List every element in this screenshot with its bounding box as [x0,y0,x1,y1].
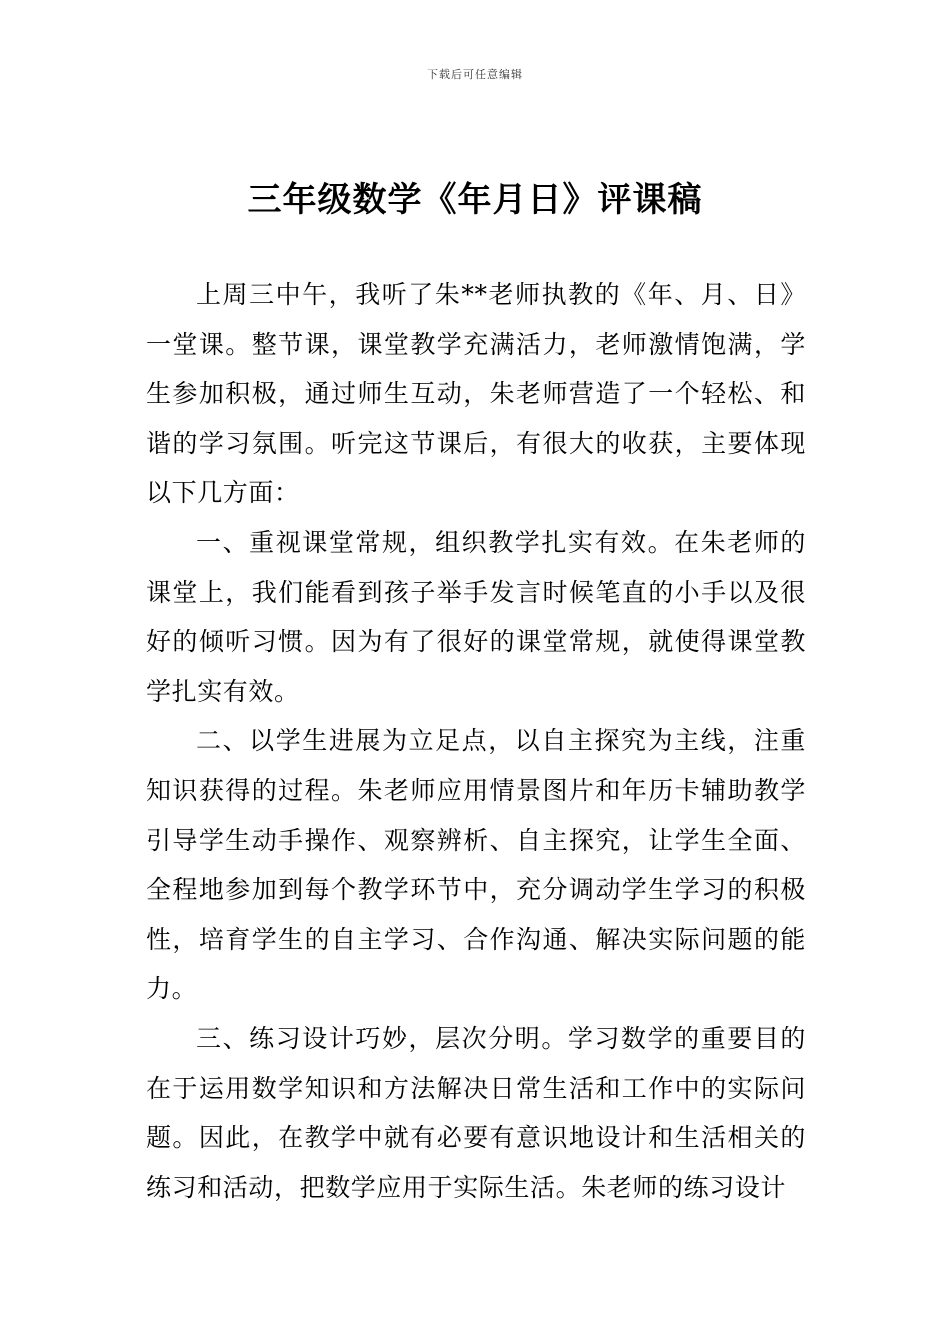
paragraph-point-2: 二、以学生进展为立足点，以自主探究为主线，注重知识获得的过程。朱老师应用情景图片和年历卡辅助教学引导学生动手操作、观察辨析、自主探究，让学生全面、全程地参加到每个教学环节中，充分调动学生学习的积极性，培育学生的自主学习、合作沟通、解决实际问题的能力。 [146,726,806,1004]
paragraph-point-3: 三、练习设计巧妙，层次分明。学习数学的重要目的在于运用数学知识和方法解决日常生活和工作中的实际问题。因此，在教学中就有必要有意识地设计和生活相关的练习和活动，把数学应用于实际生活。朱老师的练习设计 [146,1023,806,1202]
document-body [146,270,806,1212]
paragraph-intro: 上周三中午，我听了朱**老师执教的《年、月、日》一堂课。整节课，课堂教学充满活力，老师激情饱满，学生参加积极，通过师生互动，朱老师营造了一个轻松、和谐的学习氛围。听完这节课后，有很大的收获，主要体现以下几方面： [146,280,806,508]
header-note: 下载后可任意编辑 [427,68,523,81]
document-title: 三年级数学《年月日》评课稿 [247,180,703,220]
paragraph-point-1: 一、重视课堂常规，组织教学扎实有效。在朱老师的课堂上，我们能看到孩子举手发言时候笔直的小手以及很好的倾听习惯。因为有了很好的课堂常规，就使得课堂教学扎实有效。 [146,527,806,706]
